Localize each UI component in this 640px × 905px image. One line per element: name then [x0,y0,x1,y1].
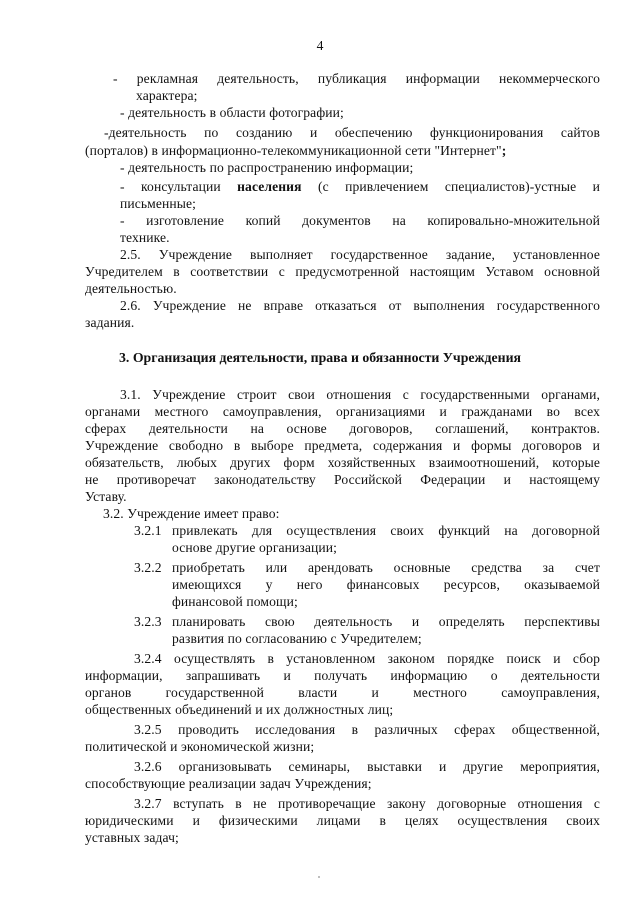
list-item-consultations: - консультации населения (с привлечением специалистов)-устные и [120,179,601,194]
list-item-photography: - деятельность в области фотографии; [120,105,344,120]
paragraph-3-1-line: не противоречат законодательству Российской Федерации и настоящему [85,472,600,487]
right-3-2-7-line: юридическими и физическими лицами в целях осуществления своих [85,813,600,828]
paragraph-3-1-line: Учреждение свободно в выборе предмета, содержания и формы договоров и [85,438,600,453]
right-3-2-4-line: 3.2.4 осуществлять в установленном законом порядке поиск и сбор [134,651,600,666]
right-text-line: планировать свою деятельность и определять перспективы [172,614,600,629]
right-3-2-6-line: 3.2.6 организовывать семинары, выставки и другие мероприятия, [134,759,600,774]
right-text-line: привлекать для осуществления своих функций на договорной [172,523,600,538]
list-item-advertising-cont: характера; [136,88,198,103]
paragraph-3-1-line: сферах деятельности на основе договоров, соглашений, контрактов. [85,421,600,436]
list-item-advertising: - рекламная деятельность, публикация информации некоммерческого [113,71,600,86]
paragraph-3-2: 3.2. Учреждение имеет право: [103,506,280,521]
right-3-2-5-line: политической и экономической жизни; [85,739,315,754]
paragraph-2-6-line: задания. [85,315,135,330]
paragraph-2-5-line: 2.5. Учреждение выполняет государственное задание, установленное [120,247,600,262]
section-heading: 3. Организация деятельности, права и обязанности Учреждения [119,350,521,365]
list-item-websites-cont: (порталов) в информационно-телекоммуникационной сети "Интернет"; [85,143,507,158]
paragraph-3-1-line: обязательств, любых других форм хозяйственных взаимоотношений, которые [85,455,600,470]
list-item-distribution: - деятельность по распространению информации; [120,160,414,175]
right-3-2-6-line: способствующие реализации задач Учреждения; [85,776,372,791]
right-text-line: финансовой помощи; [172,594,298,609]
paragraph-3-1-line: органами местного самоуправления, организациями и гражданами во всех [85,404,600,419]
right-number: 3.2.3 [134,614,162,629]
right-3-2-4-line: информации, запрашивать и получать информацию о деятельности [85,668,600,683]
right-text-line: имеющихся у него финансовых ресурсов, оказываемой [172,577,600,592]
list-item-copies-cont: технике. [120,230,170,245]
right-text-line: основе другие организации; [172,540,337,555]
right-3-2-7-line: уставных задач; [85,830,179,845]
right-3-2-4-line: общественных объединений и их должностных лиц; [85,702,394,717]
right-number: 3.2.2 [134,560,162,575]
paragraph-2-6-line: 2.6. Учреждение не вправе отказаться от выполнения государственного [120,298,600,313]
right-3-2-7-line: 3.2.7 вступать в не противоречащие закону договорные отношения с [134,796,600,811]
right-3-2-4-line: органов государственной власти и местного самоуправления, [85,685,600,700]
right-number: 3.2.1 [134,523,162,538]
right-text-line: развития по согласованию с Учредителем; [172,631,422,646]
list-item-websites: -деятельность по созданию и обеспечению функционирования сайтов [104,125,600,140]
right-3-2-5-line: 3.2.5 проводить исследования в различных сферах общественной, [134,722,600,737]
paragraph-3-1-line: 3.1. Учреждение строит свои отношения с государственными органами, [120,387,600,402]
list-item-copies: - изготовление копий документов на копировально-множительной [120,213,600,228]
paragraph-2-5-line: деятельностью. [85,281,177,296]
list-item-consultations-cont: письменные; [120,196,197,211]
page-number: 4 [316,38,324,53]
right-text-line: приобретать или арендовать основные средства за счет [172,560,600,575]
scan-speck [318,876,320,878]
paragraph-2-5-line: Учредителем в соответствии с предусмотренной настоящим Уставом основной [85,264,600,279]
paragraph-3-1-line: Уставу. [85,489,127,504]
